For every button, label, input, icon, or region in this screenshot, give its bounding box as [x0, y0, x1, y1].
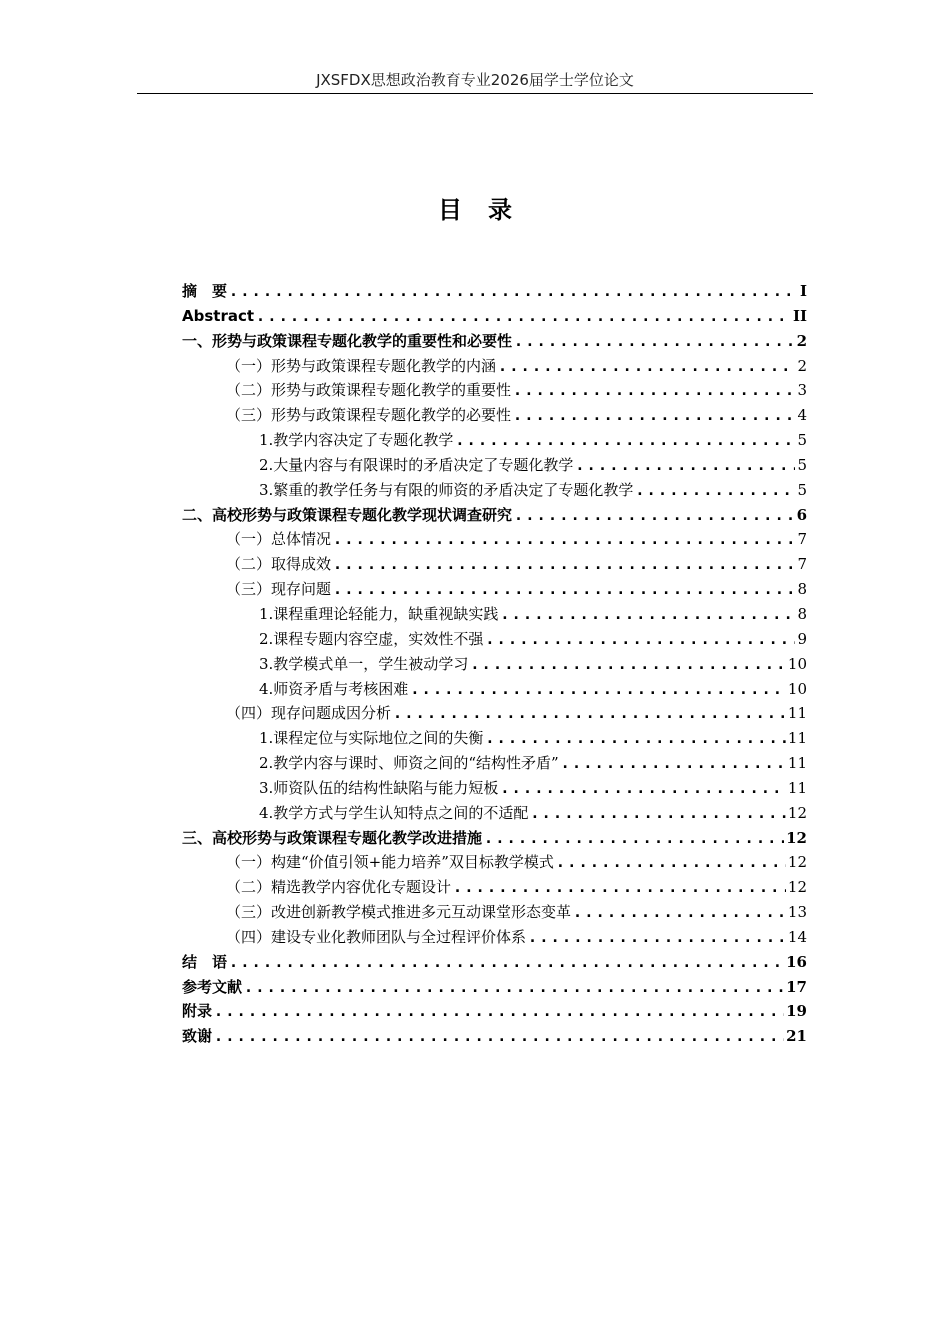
toc-leader-dots	[514, 329, 795, 354]
toc-leader-dots	[573, 900, 786, 925]
toc-entry-label: 致谢	[182, 1027, 213, 1046]
toc-entry-page: 16	[786, 952, 807, 971]
toc-entry-label: （一）构建“价值引领+能力培养”双目标教学模式	[226, 853, 554, 872]
toc-leader-dots	[513, 403, 795, 428]
toc-leader-dots	[513, 378, 795, 403]
toc-entry-label: （二）形势与政策课程专题化教学的重要性	[226, 381, 512, 400]
toc-entry-page: II	[792, 306, 807, 325]
toc-entry-label: 2.大量内容与有限课时的矛盾决定了专题化教学	[259, 455, 574, 474]
toc-leader-dots	[333, 527, 795, 552]
toc-leader-dots	[229, 279, 798, 304]
toc-entry-label: 1.课程重理论轻能力，缺重视缺实践	[259, 604, 499, 623]
toc-leader-dots	[514, 503, 795, 528]
toc-entry-page: 8	[797, 580, 807, 599]
toc-entry-label: 附录	[182, 1002, 213, 1021]
toc-entry-page: 7	[797, 530, 807, 549]
running-header: JXSFDX思想政治教育专业2026届学士学位论文	[316, 71, 634, 89]
toc-entry-page: 5	[797, 480, 807, 499]
toc-leader-dots	[500, 602, 795, 627]
toc-entry-label: （四）现存问题成因分析	[226, 704, 392, 723]
toc-entry[interactable]	[182, 975, 807, 1000]
toc-entry-page: 10	[787, 679, 807, 698]
toc-entry[interactable]	[182, 279, 807, 304]
toc-leader-dots	[453, 875, 786, 900]
toc-entry[interactable]	[182, 527, 807, 552]
toc-leader-dots	[556, 850, 786, 875]
toc-entry-label: 4.师资矛盾与考核困难	[259, 679, 409, 698]
toc-leader-dots	[498, 354, 795, 379]
toc-entry-page: 8	[797, 604, 807, 623]
toc-entry-page: 10	[787, 654, 807, 673]
toc-entry-label: 摘 要	[182, 282, 228, 300]
toc-leader-dots	[393, 701, 786, 726]
toc-entry-page: 9	[797, 629, 807, 648]
toc-entry-page: 12	[786, 828, 807, 847]
toc-entry[interactable]	[182, 900, 807, 925]
toc-entry-label: （四）建设专业化教师团队与全过程评价体系	[226, 927, 527, 946]
toc-entry[interactable]	[182, 999, 807, 1024]
toc-entry-page: 4	[797, 406, 807, 425]
toc-entry-page: 14	[787, 927, 807, 946]
toc-entry-label: 1.课程定位与实际地位之间的失衡	[259, 729, 484, 748]
toc-entry-page: 19	[786, 1002, 807, 1021]
toc-entry[interactable]	[182, 478, 807, 503]
toc-entry-label: 3.教学模式单一，学生被动学习	[259, 654, 469, 673]
toc-title: 目录	[438, 196, 538, 224]
toc-entry-label: （三）现存问题	[226, 580, 332, 599]
toc-entry[interactable]	[182, 354, 807, 379]
toc-leader-dots	[229, 950, 784, 975]
toc-leader-dots	[333, 552, 795, 577]
toc-entry-page: 13	[787, 903, 807, 922]
toc-entry[interactable]	[182, 503, 807, 528]
toc-entry-label: 1.教学内容决定了专题化教学	[259, 431, 454, 450]
toc-entry-label: 参考文献	[182, 977, 243, 996]
toc-entry[interactable]	[182, 826, 807, 851]
toc-entry-page: 11	[787, 704, 807, 723]
toc-leader-dots	[455, 428, 795, 453]
toc-entry-label: （三）改进创新教学模式推进多元互动课堂形态变革	[226, 903, 572, 922]
toc-leader-dots	[575, 453, 795, 478]
toc-entry-page: 3	[797, 381, 807, 400]
toc-entry[interactable]	[182, 726, 807, 751]
toc-entry-label: 一、形势与政策课程专题化教学的重要性和必要性	[182, 331, 513, 350]
toc-entry[interactable]	[182, 776, 807, 801]
toc-entry-page: 7	[797, 555, 807, 574]
toc-leader-dots	[485, 627, 795, 652]
toc-entry-page: 2	[796, 331, 807, 350]
toc-entry-label: 结 语	[182, 952, 228, 971]
toc-entry[interactable]	[182, 751, 807, 776]
toc-leader-dots	[333, 577, 795, 602]
toc-entry[interactable]	[182, 875, 807, 900]
toc-entry[interactable]	[182, 329, 807, 354]
toc-leader-dots	[484, 826, 784, 851]
toc-leader-dots	[485, 726, 786, 751]
toc-entry[interactable]	[182, 378, 807, 403]
toc-leader-dots	[528, 925, 786, 950]
toc-leader-dots	[635, 478, 795, 503]
toc-leader-dots	[561, 751, 786, 776]
toc-entry-label: 二、高校形势与政策课程专题化教学现状调查研究	[182, 505, 513, 524]
toc-leader-dots	[530, 801, 786, 826]
toc-entry[interactable]	[182, 304, 807, 329]
toc-entry-page: 5	[797, 431, 807, 450]
toc-entry[interactable]	[182, 701, 807, 726]
toc-entry[interactable]	[182, 403, 807, 428]
table-of-contents	[182, 279, 807, 1049]
toc-entry-page: 12	[787, 878, 807, 897]
toc-entry-label: （一）总体情况	[226, 530, 332, 549]
toc-entry[interactable]	[182, 850, 807, 875]
toc-leader-dots	[470, 652, 786, 677]
toc-entry-page: 12	[787, 803, 807, 822]
toc-leader-dots	[214, 999, 784, 1024]
toc-entry[interactable]	[182, 453, 807, 478]
toc-entry[interactable]	[182, 801, 807, 826]
toc-leader-dots	[214, 1024, 784, 1049]
toc-entry-page: 12	[787, 853, 807, 872]
toc-entry-label: 3.繁重的教学任务与有限的师资的矛盾决定了专题化教学	[259, 480, 634, 499]
toc-leader-dots	[410, 677, 786, 702]
toc-leader-dots	[244, 975, 784, 1000]
toc-entry-label: （三）形势与政策课程专题化教学的必要性	[226, 406, 512, 425]
toc-entry[interactable]	[182, 602, 807, 627]
toc-entry-page: 5	[797, 455, 807, 474]
toc-entry-label: 2.课程专题内容空虚，实效性不强	[259, 629, 484, 648]
toc-leader-dots	[256, 304, 791, 329]
toc-entry-page: I	[799, 282, 807, 300]
toc-entry[interactable]	[182, 1024, 807, 1049]
toc-entry-label: （二）精选教学内容优化专题设计	[226, 878, 452, 897]
toc-entry-label: 4.教学方式与学生认知特点之间的不适配	[259, 803, 529, 822]
toc-entry-label: Abstract	[182, 306, 255, 325]
toc-entry[interactable]	[182, 652, 807, 677]
toc-entry[interactable]	[182, 677, 807, 702]
toc-entry-page: 11	[787, 729, 807, 748]
toc-entry[interactable]	[182, 552, 807, 577]
toc-entry-page: 11	[787, 778, 807, 797]
toc-entry-page: 11	[787, 754, 807, 773]
toc-entry[interactable]	[182, 627, 807, 652]
header-divider	[137, 93, 813, 94]
toc-entry-label: 三、高校形势与政策课程专题化教学改进措施	[182, 828, 483, 847]
toc-leader-dots	[500, 776, 786, 801]
toc-entry-page: 2	[797, 356, 807, 375]
toc-entry-label: （一）形势与政策课程专题化教学的内涵	[226, 356, 497, 375]
toc-entry-page: 6	[796, 505, 807, 524]
toc-entry[interactable]	[182, 428, 807, 453]
toc-entry-page: 17	[786, 977, 807, 996]
toc-entry-label: （二）取得成效	[226, 555, 332, 574]
toc-entry[interactable]	[182, 925, 807, 950]
toc-entry-label: 3.师资队伍的结构性缺陷与能力短板	[259, 778, 499, 797]
toc-entry[interactable]	[182, 577, 807, 602]
toc-entry[interactable]	[182, 950, 807, 975]
toc-entry-label: 2.教学内容与课时、师资之间的“结构性矛盾”	[259, 754, 559, 773]
toc-entry-page: 21	[786, 1027, 807, 1046]
